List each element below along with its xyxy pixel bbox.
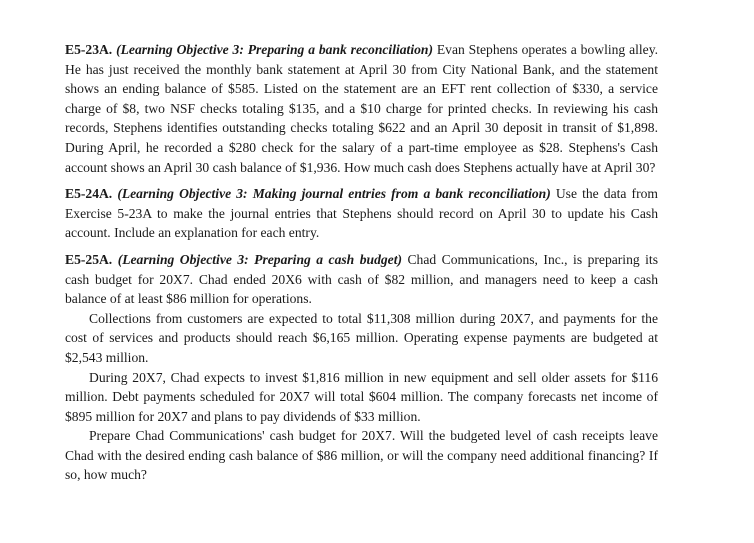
exercise-text: Evan Stephens operates a bowling alley. He has just received the monthly bank statement at April 30 from City National Bank, and the statement shows an ending balance of $585. Listed on the statement are an EFT rent collection of $330, a service charge of $8, two NSF checks totaling $135, and a $10 charge for printed checks. In reviewing his cash records, Stephens identifies outstanding checks totaling $622 and an April 30 deposit in transit of $1,898. During April, he recorded a $280 check for the salary of a part-time employee as $28. Stephens's Cash account shows an April 30 cash balance of $1,936. How much cash does Stephens actually have at April 30? [65, 42, 659, 175]
exercise-paragraph [65, 40, 658, 177]
exercise-text: Chad Communications, Inc., is preparing its cash budget for 20X7. Chad ended 20X6 with cash of $82 million, and managers need to keep a cash balance of at least $86 million for operations. [65, 251, 658, 307]
exercise-objective: (Learning Objective 3: Making journal entries from a bank reconciliation) [117, 186, 551, 202]
exercise-id: E5-23A. [65, 42, 113, 57]
exercise-paragraph: During 20X7, Chad expects to invest $1,816 million in new equipment and sell older assets for $116 million. Debt payments scheduled for 20X7 will total $604 million. The company forecasts net income of $895 million for 20X7 and plans to pay dividends of $33 million. [65, 369, 658, 424]
exercise-id: E5-24A. [65, 186, 113, 202]
exercise-paragraph [65, 184, 658, 243]
exercise-objective: (Learning Objective 3: Preparing a cash budget) [117, 251, 402, 267]
exercise-e5-25a [65, 250, 658, 485]
exercise-paragraph: Prepare Chad Communications' cash budget for 20X7. Will the budgeted level of cash receipts leave Chad with the desired ending cash balance of $86 million, or will the company need additional financing? If so, how much? [65, 428, 658, 483]
exercise-e5-24a [65, 184, 658, 243]
exercise-e5-23a [65, 40, 658, 177]
exercise-objective: (Learning Objective 3: Preparing a bank reconciliation) [116, 42, 433, 57]
exercise-paragraph: Collections from customers are expected to total $11,308 million during 20X7, and payments for the cost of services and products should reach $6,165 million. Operating expense payments are budgeted at $2,543 million. [65, 310, 658, 365]
exercise-id: E5-25A. [65, 251, 113, 267]
exercise-paragraph [65, 250, 658, 309]
exercise-text: Use the data from Exercise 5-23A to make the journal entries that Stephens should record on April 30 to update his Cash account. Include an explanation for each entry. [65, 186, 658, 241]
